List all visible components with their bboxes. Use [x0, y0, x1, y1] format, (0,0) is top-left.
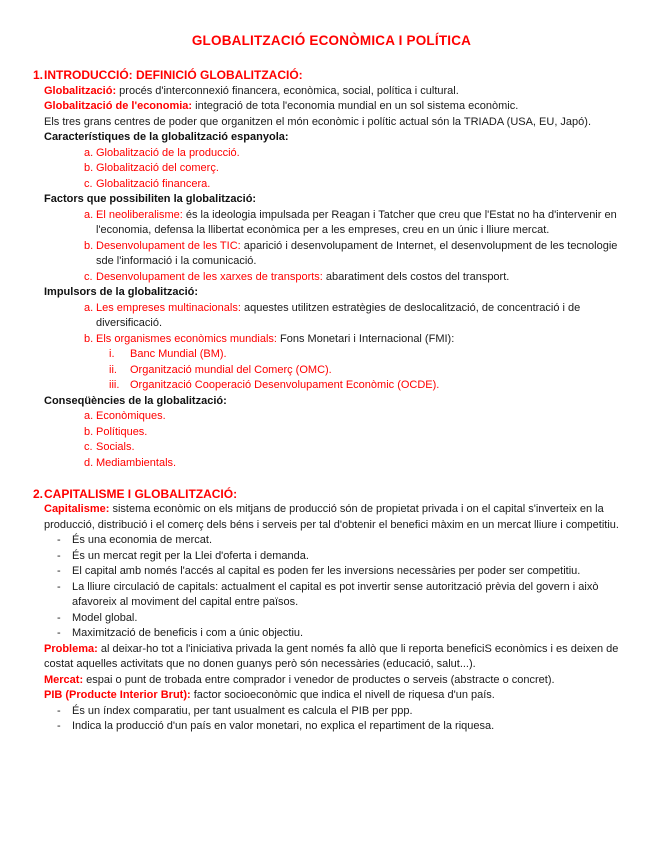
- factor-text: abaratiment dels costos del transport.: [322, 270, 510, 283]
- paragraph-mercat: [44, 673, 630, 689]
- list-marker: d.: [84, 456, 94, 469]
- paragraph-pib: [44, 688, 630, 704]
- section-2-number: 2.: [33, 486, 44, 501]
- section-introduccio: [33, 68, 630, 471]
- paragraph-problema: [44, 642, 630, 673]
- factor-term: Desenvolupament de les TIC:: [96, 239, 241, 252]
- dash-item-llei-oferta: [44, 549, 630, 565]
- list-marker: a.: [84, 301, 94, 314]
- dash-item-lliure-circulacio: [44, 580, 630, 611]
- section-2-body: [44, 502, 630, 735]
- sublist-item-omc: [44, 363, 630, 379]
- dash-marker: -: [57, 611, 61, 624]
- definition-globalitzacio-economia: [44, 99, 630, 115]
- definition-economia-text: integració de tota l'economia mundial en un sol sistema econòmic.: [192, 100, 519, 112]
- dash-marker: -: [57, 720, 61, 732]
- pib-term: PIB (Producte Interior Brut):: [44, 689, 191, 701]
- triada-paragraph: Els tres grans centres de poder que organitzen el món econòmic i polític actual són la TRIADA (USA, EU, Japó).: [44, 115, 592, 128]
- list-marker: b.: [84, 332, 94, 345]
- list-marker: c.: [84, 441, 93, 453]
- list-item-text: Globalització de la producció.: [96, 146, 240, 159]
- dash-item-valor-monetari: [44, 719, 630, 735]
- section-1-heading: [33, 68, 630, 84]
- dash-marker: -: [57, 627, 61, 639]
- sublist-marker: ii.: [109, 363, 117, 376]
- dash-item-text: És un mercat regit per la Llei d'oferta i demanda.: [72, 549, 309, 562]
- problema-text: al deixar-ho tot a l'iniciativa privada la gent només fa allò que li reporta beneficiS econòmics i es deixen de costat aquelles activitats que no donen guanys però són necessàries (educació, salut...).: [44, 642, 619, 670]
- list-marker: a.: [84, 208, 94, 221]
- list-item-socials: [44, 440, 630, 456]
- dash-marker: -: [57, 565, 61, 577]
- list-marker: a.: [84, 410, 94, 422]
- section-1-number: 1.: [33, 68, 44, 82]
- impulsor-term: Els organismes econòmics mundials:: [96, 332, 277, 345]
- dash-item-index-comparatiu: [44, 704, 630, 720]
- list-marker: a.: [84, 146, 94, 159]
- dash-item-model-global: [44, 611, 630, 627]
- list-item-neoliberalisme: [44, 208, 630, 239]
- definition-capitalisme: [44, 502, 630, 533]
- definition-economia-term: Globalització de l'economia:: [44, 100, 193, 112]
- dash-item-maximitzacio: [44, 626, 630, 642]
- sublist-item-bm: [44, 347, 630, 363]
- problema-term: Problema:: [44, 642, 98, 655]
- caracteristiques-heading: Característiques de la globalització espanyola:: [44, 131, 289, 143]
- sublist-item-text: Banc Mundial (BM).: [130, 348, 227, 360]
- list-item-text: [96, 301, 630, 332]
- dash-item-text: És un índex comparatiu, per tant usualment es calcula el PIB per ppp.: [72, 704, 413, 717]
- section-1-body: [44, 84, 630, 472]
- list-marker: c.: [84, 270, 93, 283]
- capitalisme-term: Capitalisme:: [44, 503, 110, 515]
- list-item-text: [96, 208, 630, 239]
- list-item-tic: [44, 239, 630, 270]
- list-item-comerc: [44, 161, 630, 177]
- list-item-produccio: [44, 146, 630, 162]
- list-item-text: Mediambientals.: [96, 456, 177, 469]
- definition-globalitzacio-term: Globalització:: [44, 84, 117, 97]
- dash-marker: -: [57, 580, 61, 593]
- list-marker: b.: [84, 239, 94, 252]
- section-1-heading-text: INTRODUCCIÓ: DEFINICIÓ GLOBALITZACIÓ:: [44, 68, 303, 82]
- dash-item-text: El capital amb només l'accés al capital es poden fer les inversions necessàries per poder ser competitiu.: [72, 565, 581, 577]
- impulsors-heading: Impulsors de la globalització:: [44, 286, 199, 298]
- dash-marker: -: [57, 549, 61, 562]
- list-item-text: Globalització financera.: [96, 177, 211, 190]
- definition-globalitzacio-text: procés d'interconnexió financera, econòmica, social, política i cultural.: [116, 84, 459, 97]
- dash-item-text: Model global.: [72, 611, 138, 624]
- dash-item-text: És una economia de mercat.: [72, 534, 213, 546]
- impulsor-term: Les empreses multinacionals:: [96, 301, 241, 314]
- list-item-politiques: [44, 425, 630, 441]
- dash-marker: -: [57, 704, 61, 717]
- section-2-heading: [33, 487, 630, 503]
- dash-item-economia-mercat: [44, 533, 630, 549]
- page-title: GLOBALITZACIÓ ECONÒMICA I POLÍTICA: [191, 33, 472, 48]
- dash-item-text: Indica la producció d'un país en valor monetari, no explica el repartiment de la riquesa.: [72, 720, 495, 732]
- dash-marker: -: [57, 534, 61, 546]
- section-2-heading-text: CAPITALISME I GLOBALITZACIÓ:: [44, 486, 238, 501]
- list-item-economiques: [44, 409, 630, 425]
- definition-globalitzacio: [44, 84, 630, 100]
- sublist-marker: iii.: [109, 379, 120, 391]
- list-item-text: Polítiques.: [96, 425, 148, 438]
- capitalisme-text: sistema econòmic on els mitjans de producció són de propietat privada i on el capital s'inverteix en la producció, distribució i el comerç dels béns i serveis per tal d'obtenir el benefici màxim en un mercat lliure i competitiu.: [44, 503, 619, 531]
- sublist-item-text: Organització mundial del Comerç (OMC).: [130, 363, 332, 376]
- dash-item-text: La lliure circulació de capitals: actualment el capital es pot invertir sense autorització prèvia del govern i això afavoreix al moviment del capital entre països.: [72, 580, 599, 608]
- factor-term: El neoliberalisme:: [96, 208, 183, 221]
- factor-text: aparició i desenvolupament de Internet, el desenvolupment de les tecnologie sde l'informació i la comunicació.: [96, 239, 618, 267]
- list-item-multinacionals: [44, 301, 630, 332]
- mercat-term: Mercat:: [44, 673, 84, 686]
- factor-text: és la ideologia impulsada per Reagan i Tatcher que creu que l'Estat no ha d'intervenir en l'economia, defensa la llibertat econòmica per a les empreses, creu en un únic i lliure mercat.: [96, 208, 617, 236]
- list-item-organismes: [44, 332, 630, 348]
- list-marker: c.: [84, 177, 93, 190]
- list-marker: b.: [84, 425, 94, 438]
- factor-term: Desenvolupament de les xarxes de transports:: [96, 270, 323, 283]
- list-item-mediambientals: [44, 456, 630, 472]
- section-capitalisme: [33, 487, 630, 735]
- impulsor-text: aquestes utilitzen estratègies de deslocalització, de concentració i de diversificació.: [96, 301, 581, 329]
- consequencies-heading: Conseqüències de la globalització:: [44, 394, 227, 407]
- list-marker: b.: [84, 162, 94, 174]
- pib-text: factor socioeconòmic que indica el nivell de riquesa d'un país.: [190, 689, 495, 701]
- list-item-transports: [44, 270, 630, 286]
- impulsor-text: Fons Monetari i Internacional (FMI):: [276, 332, 455, 345]
- list-item-text: [96, 332, 630, 348]
- list-item-text: [96, 239, 630, 270]
- dash-item-text: Maximització de beneficis i com a únic objectiu.: [72, 627, 304, 639]
- list-item-text: Econòmiques.: [96, 410, 166, 422]
- list-item-text: Globalització del comerç.: [96, 162, 219, 174]
- list-item-financera: [44, 177, 630, 193]
- dash-item-acces-capital: [44, 564, 630, 580]
- sublist-item-text: Organització Cooperació Desenvolupament Econòmic (OCDE).: [130, 379, 440, 391]
- mercat-text: espai o punt de trobada entre comprador i venedor de productes o serveis (abstracte o concret).: [83, 673, 555, 686]
- list-item-text: [96, 270, 630, 286]
- factors-heading: Factors que possibiliten la globalització:: [44, 193, 257, 205]
- list-item-text: Socials.: [96, 441, 135, 453]
- sublist-item-ocde: [44, 378, 630, 394]
- sublist-marker: i.: [109, 348, 115, 360]
